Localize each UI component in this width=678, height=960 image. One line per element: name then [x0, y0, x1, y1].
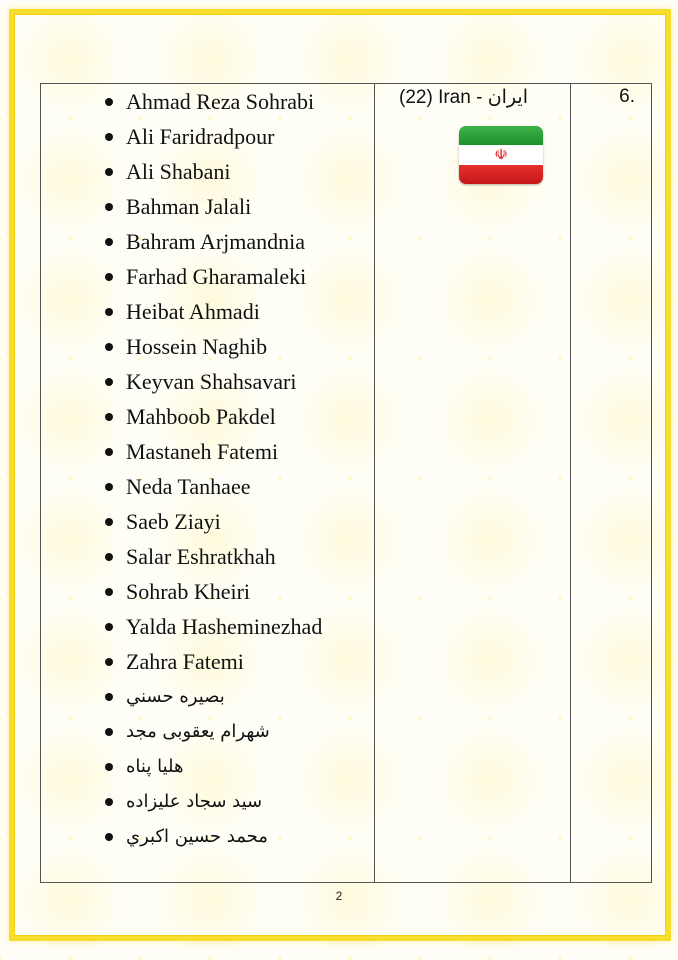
list-item: Heibat Ahmadi — [105, 297, 322, 332]
list-item: Keyvan Shahsavari — [105, 367, 322, 402]
names-list — [105, 87, 322, 857]
list-item: Salar Eshratkhah — [105, 542, 322, 577]
list-item: Sohrab Kheiri — [105, 577, 322, 612]
list-item: هليا پناه — [105, 752, 322, 787]
list-item: Bahram Arjmandnia — [105, 227, 322, 262]
list-item: سيد سجاد عليزاده — [105, 787, 322, 822]
list-item: Mastaneh Fatemi — [105, 437, 322, 472]
list-item: محمد حسين اكبري — [105, 822, 322, 857]
list-item: Saeb Ziayi — [105, 507, 322, 542]
country-column — [375, 84, 571, 882]
page-number: 2 — [335, 889, 343, 903]
list-item: Ali Faridradpour — [105, 122, 322, 157]
list-item: Farhad Gharamaleki — [105, 262, 322, 297]
list-item: Ali Shabani — [105, 157, 322, 192]
country-label: (22) Iran - ايران — [399, 87, 528, 108]
number-column — [571, 84, 651, 882]
list-item: Neda Tanhaee — [105, 472, 322, 507]
row-number: 6. — [619, 86, 635, 107]
list-item: شهرام يعقوبى مجد — [105, 717, 322, 752]
list-item: Bahman Jalali — [105, 192, 322, 227]
participants-table — [40, 83, 652, 883]
list-item: Zahra Fatemi — [105, 647, 322, 682]
list-item: Yalda Hasheminezhad — [105, 612, 322, 647]
list-item: Hossein Naghib — [105, 332, 322, 367]
names-column — [41, 84, 375, 882]
list-item: Mahboob Pakdel — [105, 402, 322, 437]
iran-flag-icon: ☫ — [459, 126, 543, 184]
list-item: بصيره حسني — [105, 682, 322, 717]
list-item: Ahmad Reza Sohrabi — [105, 87, 322, 122]
